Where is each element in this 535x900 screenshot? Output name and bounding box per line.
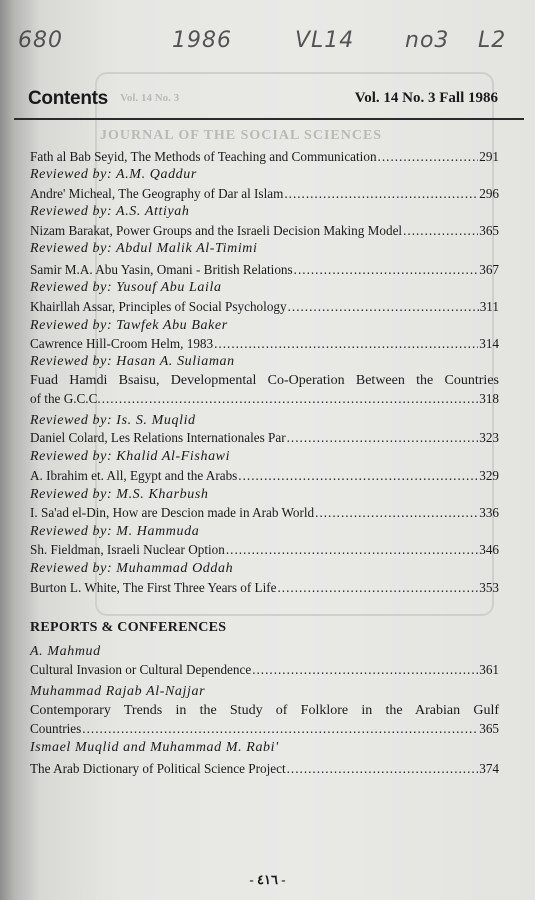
- reviewer-line: Reviewed by: M.S. Kharbush: [30, 487, 209, 502]
- page-number: 353: [479, 580, 499, 595]
- reviewer-line: Reviewed by: Khalid Al-Fishawi: [30, 449, 231, 464]
- page-number: 346: [479, 542, 499, 557]
- issue-info: Vol. 14 No. 3 Fall 1986: [354, 90, 498, 106]
- entry-title: Burton L. White, The First Three Years of Life: [30, 580, 277, 595]
- entry-title: A. Ibrahim et. All, Egypt and the Arabs: [30, 468, 238, 483]
- entry-title: Fath al Bab Seyid, The Methods of Teaching and Communication: [30, 149, 377, 164]
- entry-title: Cultural Invasion or Cultural Dependence: [30, 662, 252, 677]
- toc-entry[interactable]: [30, 390, 499, 407]
- page-number: 367: [479, 262, 499, 277]
- page-number: 314: [479, 336, 499, 351]
- toc-entry-line1[interactable]: Contemporary Trends in the Study of Folklore in the Arabian Gulf: [30, 703, 499, 718]
- handwritten-note: L2: [478, 28, 507, 53]
- leader-dots: [102, 390, 479, 407]
- leader-dots: [287, 760, 479, 777]
- toc-entry-line1[interactable]: Fuad Hamdi Bsaisu, Developmental Co-Operation Between the Countries: [30, 373, 499, 388]
- entry-title: Samir M.A. Abu Yasin, Omani - British Relations: [30, 262, 293, 277]
- entry-title: Khairllah Assar, Principles of Social Psychology: [30, 299, 287, 314]
- page-number: 296: [479, 186, 499, 201]
- reviewer-line: Reviewed by: Hasan A. Suliaman: [30, 354, 235, 369]
- page-title: Contents: [28, 88, 108, 109]
- toc-entry[interactable]: [30, 429, 499, 446]
- page-number: 329: [479, 468, 499, 483]
- leader-dots: [214, 335, 478, 352]
- author-line: A. Mahmud: [30, 644, 101, 659]
- toc-entry[interactable]: [30, 720, 499, 737]
- section-heading: REPORTS & CONFERENCES: [30, 620, 227, 635]
- entry-title: of the G.C.C.: [30, 391, 101, 406]
- toc-entry[interactable]: [30, 222, 499, 239]
- page-number: 323: [479, 430, 499, 445]
- page-number: 336: [479, 505, 499, 520]
- page-number: 291: [479, 149, 499, 164]
- author-line: Ismael Muqlid and Muhammad M. Rabi': [30, 740, 279, 755]
- reviewer-line: Reviewed by: Is. S. Muqlid: [30, 413, 196, 428]
- reviewer-line: Reviewed by: A.S. Attiyah: [30, 204, 190, 219]
- bleed-through-volume: Vol. 14 No. 3: [120, 92, 180, 104]
- toc-entry[interactable]: [30, 661, 499, 678]
- entry-title: Countries: [30, 721, 82, 736]
- leader-dots: [403, 222, 478, 239]
- toc-entry[interactable]: [30, 148, 499, 165]
- leader-dots: [278, 579, 479, 596]
- toc-entry[interactable]: [30, 760, 499, 777]
- reviewer-line: Reviewed by: Yusouf Abu Laila: [30, 280, 222, 295]
- page-number: 318: [479, 391, 499, 406]
- entry-title: I. Sa'ad el-Din, How are Descion made in Arab World: [30, 505, 315, 520]
- handwritten-note: 1986: [172, 28, 232, 53]
- handwritten-note: VL14: [295, 28, 355, 53]
- entry-title: Sh. Fieldman, Israeli Nuclear Option: [30, 542, 225, 557]
- leader-dots: [378, 148, 479, 165]
- leader-dots: [226, 541, 478, 558]
- leader-dots: [238, 467, 478, 484]
- reviewer-line: Reviewed by: A.M. Qaddur: [30, 167, 197, 182]
- contents-header: [28, 88, 498, 114]
- page-number: 365: [479, 721, 499, 736]
- entry-title: Cawrence Hill-Croom Helm, 1983: [30, 336, 214, 351]
- author-line: Muhammad Rajab Al-Najjar: [30, 684, 206, 699]
- page-number: 361: [479, 662, 499, 677]
- handwritten-note: 680: [18, 28, 63, 53]
- leader-dots: [252, 661, 478, 678]
- reviewer-line: Reviewed by: Abdul Malik Al-Timimi: [30, 241, 258, 256]
- page-number: 374: [479, 761, 499, 776]
- handwritten-note: no3: [405, 28, 450, 53]
- toc-entry[interactable]: [30, 185, 499, 202]
- entry-title: Andre' Micheal, The Geography of Dar al Islam: [30, 186, 284, 201]
- page-number: 311: [479, 299, 499, 314]
- toc-entry[interactable]: [30, 504, 499, 521]
- leader-dots: [284, 185, 478, 202]
- page-number: 365: [479, 223, 499, 238]
- leader-dots: [288, 298, 479, 315]
- bleed-through-title: JOURNAL OF THE SOCIAL SCIENCES: [100, 128, 383, 143]
- entry-title: Daniel Colard, Les Relations Internationales Par: [30, 430, 286, 445]
- page-footer: - ٤١٦ -: [249, 872, 286, 887]
- toc-entry[interactable]: [30, 541, 499, 558]
- toc-entry[interactable]: [30, 261, 499, 278]
- reviewer-line: Reviewed by: Tawfek Abu Baker: [30, 318, 228, 333]
- toc-entry[interactable]: [30, 579, 499, 596]
- leader-dots: [294, 261, 479, 278]
- leader-dots: [315, 504, 478, 521]
- toc-entry[interactable]: [30, 298, 499, 315]
- entry-title: Nizam Barakat, Power Groups and the Israeli Decision Making Model: [30, 223, 403, 238]
- header-rule: [14, 118, 524, 120]
- toc-entry[interactable]: [30, 335, 499, 352]
- toc-entry[interactable]: [30, 467, 499, 484]
- leader-dots: [287, 429, 479, 446]
- reviewer-line: Reviewed by: Muhammad Oddah: [30, 561, 234, 576]
- entry-title: The Arab Dictionary of Political Science Project: [30, 761, 286, 776]
- reviewer-line: Reviewed by: M. Hammuda: [30, 524, 200, 539]
- leader-dots: [82, 720, 478, 737]
